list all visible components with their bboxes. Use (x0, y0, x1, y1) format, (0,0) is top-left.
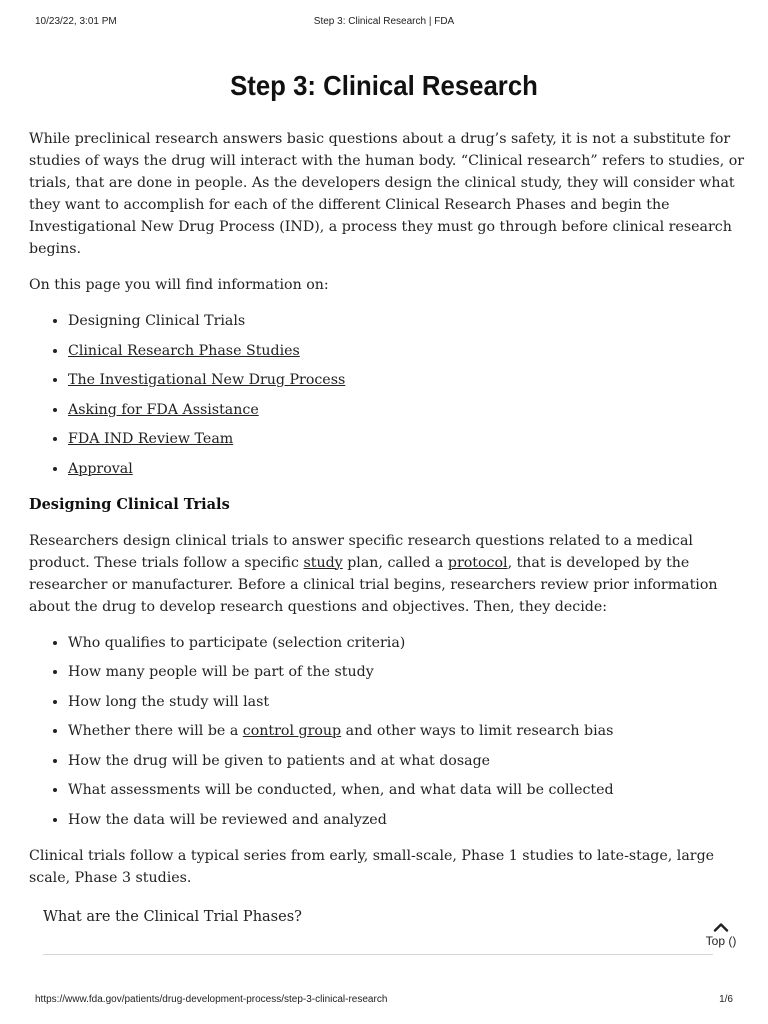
study-link[interactable]: study (303, 554, 343, 571)
list-item: • How many people will be part of the study (68, 661, 745, 683)
toc-item-designing (68, 310, 745, 332)
print-url: https://www.fda.gov/patients/drug-development-process/step-3-clinical-research (35, 994, 388, 1005)
list-item-text: Whether there will be a (68, 723, 243, 739)
section-heading: Designing Clinical Trials (29, 495, 230, 513)
list-item-text: and other ways to limit research bias (341, 723, 614, 739)
print-datetime: 10/23/22, 3:01 PM (35, 16, 117, 27)
protocol-link[interactable]: protocol (447, 554, 508, 571)
chevron-up-icon (713, 922, 729, 932)
page-toc-list (29, 310, 745, 480)
paragraph-text: , that is developed by the researcher or manufacturer. Before a clinical trial begins, researchers review prior information about the drug to develop research questions and objectives. Then, they decide: (29, 554, 718, 615)
paragraph-text: plan, called a (342, 554, 448, 571)
main-content (29, 128, 745, 889)
toc-link-ind-process[interactable]: The Investigational New Drug Process (68, 372, 346, 388)
back-to-top-button[interactable] (700, 922, 742, 948)
toc-link-fda-assistance[interactable]: Asking for FDA Assistance (68, 401, 259, 418)
toc-item-ind-process (68, 369, 745, 391)
phases-summary-paragraph: Clinical trials follow a typical series from early, small-scale, Phase 1 studies to late-stage, large scale, Phase 3 studies. (29, 847, 715, 886)
toc-link-approval[interactable]: Approval (68, 460, 133, 477)
list-item (68, 720, 745, 742)
toc-item-label: Designing Clinical Trials (68, 313, 246, 329)
back-to-top-label[interactable]: Top () (705, 934, 737, 948)
list-item: • Who qualifies to participate (selection criteria) (68, 632, 745, 654)
list-item: • How the data will be reviewed and analyzed (68, 809, 745, 831)
toc-item-review-team (68, 428, 745, 450)
accordion-title[interactable]: What are the Clinical Trial Phases? (43, 909, 302, 925)
control-group-link[interactable]: control group (242, 723, 342, 739)
list-item: • What assessments will be conducted, when, and what data will be collected (68, 779, 745, 801)
toc-link-review-team[interactable]: FDA IND Review Team (68, 431, 234, 447)
toc-link-phase-studies[interactable]: Clinical Research Phase Studies (68, 342, 300, 359)
intro-paragraph: While preclinical research answers basic questions about a drug’s safety, it is not a substitute for studies of ways the drug will interact with the human body. “Clinical research” refers to studies, or trials, that are done in people. As the developers design the clinical study, they will consider what they want to accomplish for each of the different Clinical Research Phases and begin the Investigational New Drug Process (IND), a process they must go through before clinical research begins. (29, 131, 745, 257)
on-this-page-label: On this page you will find information on: (29, 277, 329, 293)
decisions-list (29, 632, 745, 831)
print-page-title: Step 3: Clinical Research | FDA (313, 16, 455, 27)
toc-item-approval (68, 458, 745, 480)
toc-item-phase-studies (68, 340, 745, 362)
toc-item-fda-assistance (68, 399, 745, 421)
print-page-count: 1/6 (719, 994, 733, 1005)
list-item: • How long the study will last (68, 691, 745, 713)
research-design-paragraph (29, 530, 745, 618)
list-item: • How the drug will be given to patients and at what dosage (68, 750, 745, 772)
paragraph-text: Researchers design clinical trials to answer specific research questions related to a medical product. These trials follow a specific (29, 532, 693, 571)
clinical-trial-phases-accordion[interactable] (43, 906, 713, 955)
page-title: Step 3: Clinical Research (230, 70, 538, 101)
